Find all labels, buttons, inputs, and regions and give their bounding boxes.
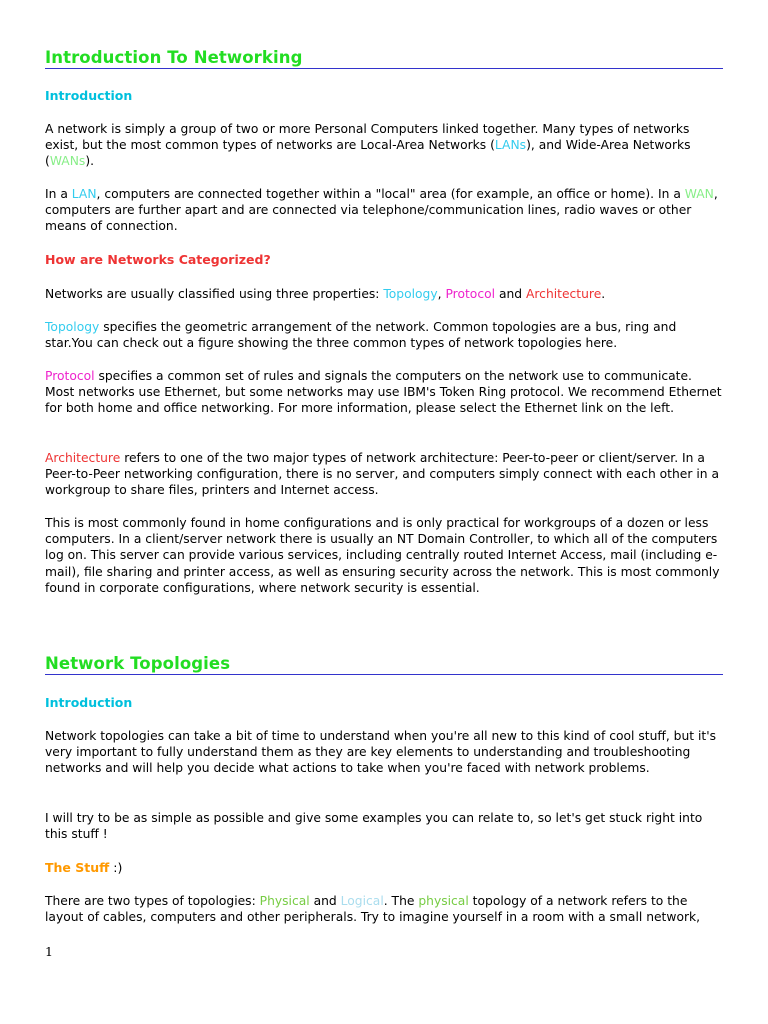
- physical-link[interactable]: Physical: [259, 894, 310, 908]
- classification-paragraph: Networks are usually classified using three properties: Topology, Protocol and Architecture.: [45, 287, 606, 301]
- logical-link[interactable]: Logical: [340, 894, 384, 908]
- simple-examples-paragraph: I will try to be as simple as possible and give some examples you can relate to, so let's get stuck right into this stuff !: [45, 811, 703, 842]
- intro-paragraph: A network is simply a group of two or more Personal Computers linked together. Many types of networks exist, but the most common types of networks are Local-Area Networks (LANs), and Wide-Area Networks (WANs).: [45, 122, 691, 169]
- lan-wan-paragraph: In a LAN, computers are connected together within a "local" area (for example, an office or home). In a WAN, computers are further apart and are connected via telephone/communication lines, radio waves or other means of connection.: [45, 187, 718, 234]
- page-number: 1: [45, 944, 53, 959]
- lan-link[interactable]: LAN: [71, 187, 97, 201]
- topology-link[interactable]: Topology: [383, 287, 438, 301]
- architecture-term[interactable]: Architecture: [45, 451, 121, 465]
- topologies-introduction-heading: Introduction: [45, 695, 133, 710]
- protocol-term[interactable]: Protocol: [45, 369, 95, 383]
- protocol-link[interactable]: Protocol: [445, 287, 496, 301]
- the-stuff-heading: The Stuff :): [45, 860, 123, 875]
- architecture-link[interactable]: Architecture: [525, 287, 602, 301]
- topology-term[interactable]: Topology: [45, 320, 100, 334]
- section-title-introduction-to-networking: Introduction To Networking: [45, 48, 723, 69]
- wans-link[interactable]: WANs: [49, 154, 86, 169]
- protocol-paragraph: Protocol specifies a common set of rules and signals the computers on the network use to communicate. Most networks use Ethernet, but some networks may use IBM's Token Ring protocol. We recommend Ethernet for both home and office networking. For more information, please select the Ethernet link on the left.: [45, 369, 722, 416]
- lans-link[interactable]: LANs: [494, 138, 527, 153]
- architecture-paragraph: Architecture refers to one of the two major types of network architecture: Peer-to-peer or client/server. In a Peer-to-Peer networking configuration, there is no server, and computers simply connect with each other in a workgroup to share files, printers and Internet access.: [45, 451, 719, 498]
- topology-paragraph: Topology specifies the geometric arrangement of the network. Common topologies are a bus, ring and star.You can check out a figure showing the three common types of network topologies here.: [45, 320, 677, 351]
- topology-types-paragraph: There are two types of topologies: Physical and Logical. The physical topology of a network refers to the layout of cables, computers and other peripherals. Try to imagine yourself in a room with a small network,: [45, 894, 701, 925]
- topologies-intro-paragraph: Network topologies can take a bit of time to understand when you're all new to this kind of cool stuff, but it's very important to fully understand them as they are key elements to understanding and troubleshooting networks and will help you decide what actions to take when you're faced with network problems.: [45, 729, 717, 776]
- categorized-heading: How are Networks Categorized?: [45, 252, 271, 267]
- client-server-paragraph: This is most commonly found in home configurations and is only practical for workgroups of a dozen or less computers. In a client/server network there is usually an NT Domain Controller, to which all of the computers log on. This server can provide various services, including centrally routed Internet Access, mail (including e-mail), file sharing and printer access, as well as ensuring security across the network. This is most commonly found in corporate configurations, where network security is essential.: [45, 516, 720, 595]
- introduction-heading: Introduction: [45, 88, 133, 103]
- section-title-network-topologies: Network Topologies: [45, 654, 723, 675]
- wan-link[interactable]: WAN: [684, 187, 714, 201]
- physical-term[interactable]: physical: [418, 894, 469, 908]
